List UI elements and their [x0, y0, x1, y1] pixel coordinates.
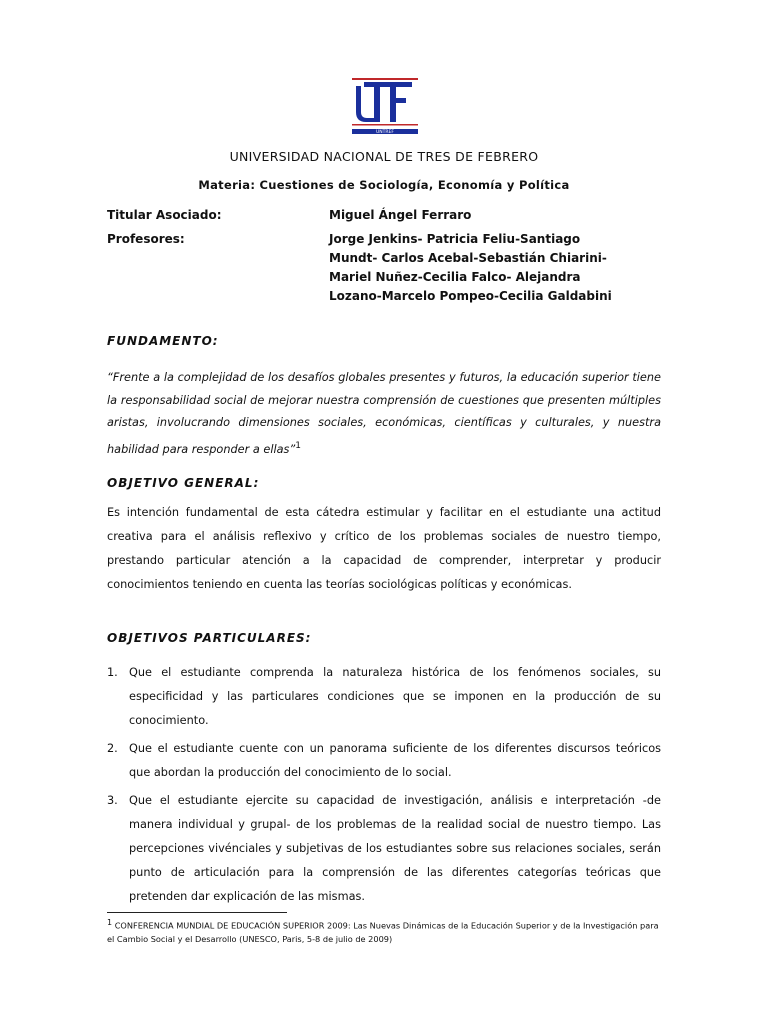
- quote-text: “Frente a la complejidad de los desafíos globales presentes y futuros, la educación superior tiene la responsabilidad social de mejorar nuestra comprensión de cuestiones que presenten múltiples aristas, involucrando dimensiones sociales, económicas, científicas y culturales, y nuestra habilidad para responder a ellas”: [107, 371, 661, 456]
- objetivo-general-text: Es intención fundamental de esta cátedra estimular y facilitar en el estudiante una actitud creativa para el análisis reflexivo y crítico de los problemas sociales de nuestro tiempo, prestando particular atención a la capacidad de comprender, interpretar y producir conocimientos teniendo en cuenta las teorías sociológicas políticas y económicas.: [107, 506, 661, 591]
- profesores-line: Lozano-Marcelo Pompeo-Cecilia Galdabini: [329, 289, 612, 303]
- list-item: [107, 789, 661, 909]
- profesores-line: Mariel Nuñez-Cecilia Falco- Alejandra: [329, 270, 581, 284]
- subject-title: Materia: Cuestiones de Sociología, Economía y Política: [198, 178, 570, 192]
- profesores-line: Mundt- Carlos Acebal-Sebastián Chiarini-: [329, 251, 607, 265]
- svg-text:UNTREF: UNTREF: [376, 130, 394, 134]
- fundamento-heading: FUNDAMENTO:: [107, 334, 219, 348]
- footnote-divider: [107, 912, 287, 913]
- fundamento-quote: [107, 367, 661, 461]
- list-item-number: 1.: [107, 666, 118, 679]
- list-item: [107, 661, 661, 733]
- footnote-ref[interactable]: 1: [295, 440, 301, 451]
- footnote-number: 1: [107, 918, 113, 927]
- profesores-line: Jorge Jenkins- Patricia Feliu-Santiago: [329, 232, 581, 246]
- university-title: UNIVERSIDAD NACIONAL DE TRES DE FEBRERO: [229, 149, 539, 164]
- objetivos-list: [107, 661, 661, 909]
- list-item-text: Que el estudiante comprenda la naturaleza histórica de los fenómenos sociales, su especificidad y las particulares condiciones que se imponen en la producción de su conocimiento.: [129, 666, 661, 727]
- titular-value: Miguel Ángel Ferraro: [329, 208, 472, 222]
- profesores-label: Profesores:: [107, 232, 185, 246]
- objetivo-general-heading: OBJETIVO GENERAL:: [107, 476, 260, 490]
- list-item-text: Que el estudiante cuente con un panorama suficiente de los diferentes discursos teóricos que abordan la producción del conocimiento de lo social.: [129, 742, 661, 779]
- list-item-text: Que el estudiante ejercite su capacidad de investigación, análisis e interpretación -de manera individual y grupal- de los problemas de la realidad social de nuestro tiempo. Las percepciones vivénciales y subjetivas de los estudiantes sobre sus relaciones sociales, serán punto de articulación para la comprensión de las diferentes categorías teóricas que pretenden dar explicación de las mismas.: [129, 794, 661, 903]
- titular-label: Titular Asociado:: [107, 208, 222, 222]
- list-item-number: 2.: [107, 742, 118, 755]
- objetivos-particulares-heading: OBJETIVOS PARTICULARES:: [107, 631, 312, 645]
- footnote: [107, 916, 663, 946]
- list-item-number: 3.: [107, 794, 118, 807]
- list-item: [107, 737, 661, 785]
- profesores-list: [329, 230, 612, 306]
- footnote-text: CONFERENCIA MUNDIAL DE EDUCACIÓN SUPERIOR 2009: Las Nuevas Dinámicas de la Educación Superior y de la Investigación para el Cambio Social y el Desarrollo (UNESCO, Paris, 5-8 de julio de 2009): [107, 920, 659, 944]
- untref-logo: [350, 76, 420, 134]
